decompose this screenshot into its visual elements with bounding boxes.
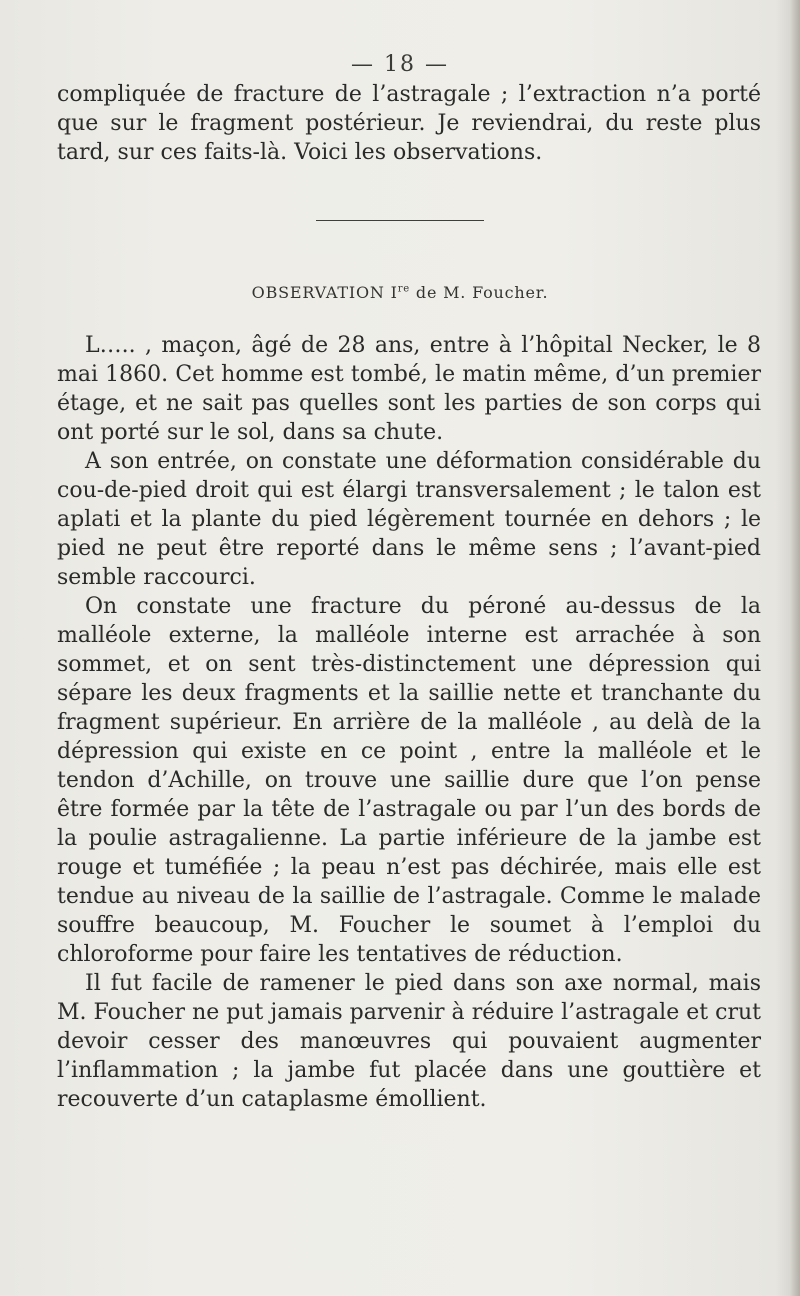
intro-paragraph-block	[57, 80, 761, 167]
observation-paragraph-4: Il fut facile de ramener le pied dans son axe normal, mais M. Foucher ne put jamais parvenir à réduire l’astragale et crut devoir cesser des manœuvres qui pouvaient augmenter l’inflammation ; la jambe fut placée dans une gouttière et recouverte d’un cataplasme émollient.	[57, 971, 761, 1112]
observation-paragraph-2: A son entrée, on constate une déformation considérable du cou-de-pied droit qui est élargi transversalement ; le talon est aplati et la plante du pied légèrement tournée en dehors ; le pied ne peut être reporté dans le même sens ; l’avant-pied semble raccourci.	[57, 449, 761, 590]
section-divider	[316, 220, 484, 221]
observation-paragraph-1: L….. , maçon, âgé de 28 ans, entre à l’hôpital Necker, le 8 mai 1860. Cet homme est tombé, le matin même, d’un premier étage, et ne sait pas quelles sont les parties de son corps qui ont porté sur le sol, dans sa chute.	[57, 333, 761, 445]
observation-paragraph-3: On constate une fracture du péroné au-dessus de la malléole externe, la malléole interne est arrachée à son sommet, et on sent très-distinctement une dépression qui sépare les deux fragments et la saillie nette et tranchante du fragment supérieur. En arrière de la malléole , au delà de la dépression qui existe en ce point , entre la malléole et le tendon d’Achille, on trouve une saillie dure que l’on pense être formée par la tête de l’astragale ou par l’un des bords de la poulie astragalienne. La partie inférieure de la jambe est rouge et tuméfiée ; la peau n’est pas déchirée, mais elle est tendue au niveau de la saillie de l’astragale. Comme le malade souffre beaucoup, M. Foucher le soumet à l’emploi du chloroforme pour faire les tentatives de réduction.	[57, 594, 761, 967]
observation-heading-sup: re	[397, 283, 411, 295]
observation-heading-prefix: OBSERVATION I	[251, 283, 398, 302]
observation-heading	[0, 283, 800, 302]
observation-heading-suffix: de M. Foucher.	[410, 283, 549, 302]
observation-body	[57, 331, 761, 1114]
page-number: — 18 —	[351, 52, 449, 77]
intro-paragraph: compliquée de fracture de l’astragale ; l’extraction n’a porté que sur le fragment postérieur. Je reviendrai, du reste plus tard, sur ces faits-là. Voici les observations.	[57, 82, 761, 165]
page-edge-shadow	[790, 0, 800, 1296]
